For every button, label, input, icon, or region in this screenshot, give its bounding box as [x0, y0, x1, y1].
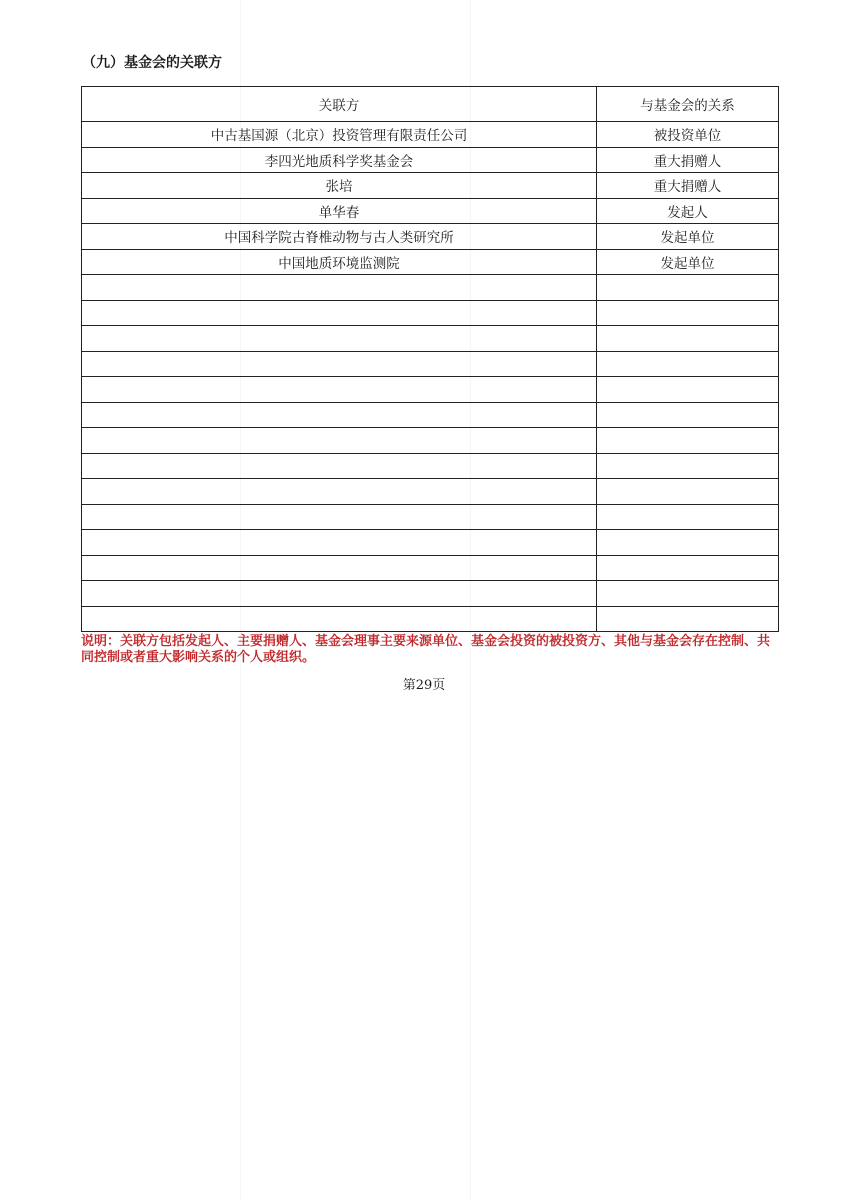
- cell-relationship: [597, 351, 779, 377]
- table-row: [82, 326, 779, 352]
- cell-relationship: [597, 581, 779, 607]
- cell-relationship: [597, 606, 779, 632]
- cell-relationship: 重大捐赠人: [597, 173, 779, 199]
- table-row: [82, 173, 779, 199]
- cell-relationship: [597, 428, 779, 454]
- cell-relationship: 被投资单位: [597, 122, 779, 148]
- cell-related-party: [82, 504, 597, 530]
- table-header-row: [82, 87, 779, 122]
- table-row: [82, 428, 779, 454]
- section-title: （九）基金会的关联方: [82, 55, 222, 71]
- cell-relationship: [597, 402, 779, 428]
- cell-relationship: [597, 326, 779, 352]
- table-row: [82, 504, 779, 530]
- cell-related-party: [82, 606, 597, 632]
- table-row: [82, 300, 779, 326]
- cell-related-party: [82, 530, 597, 556]
- cell-related-party: [82, 326, 597, 352]
- cell-related-party: 李四光地质科学奖基金会: [82, 147, 597, 173]
- table-row: [82, 377, 779, 403]
- cell-related-party: 中古基国源（北京）投资管理有限责任公司: [82, 122, 597, 148]
- table-row: [82, 479, 779, 505]
- cell-relationship: 发起单位: [597, 249, 779, 275]
- table-row: [82, 530, 779, 556]
- cell-related-party: 中国地质环境监测院: [82, 249, 597, 275]
- table-row: [82, 249, 779, 275]
- cell-relationship: [597, 530, 779, 556]
- related-parties-table-wrapper: [81, 86, 778, 632]
- table-row: [82, 122, 779, 148]
- cell-relationship: [597, 300, 779, 326]
- table-body: [82, 122, 779, 632]
- table-row: [82, 224, 779, 250]
- related-parties-table: [81, 86, 779, 632]
- cell-relationship: 发起人: [597, 198, 779, 224]
- cell-related-party: [82, 428, 597, 454]
- cell-related-party: [82, 275, 597, 301]
- table-row: [82, 275, 779, 301]
- explanatory-note: 说明：关联方包括发起人、主要捐赠人、基金会理事主要来源单位、基金会投资的被投资方、其他与基金会存在控制、共同控制或者重大影响关系的个人或组织。: [81, 634, 771, 665]
- cell-related-party: [82, 453, 597, 479]
- cell-related-party: [82, 479, 597, 505]
- table-row: [82, 606, 779, 632]
- cell-relationship: [597, 479, 779, 505]
- cell-related-party: 张培: [82, 173, 597, 199]
- cell-related-party: 单华春: [82, 198, 597, 224]
- header-relationship: 与基金会的关系: [597, 87, 779, 122]
- header-related-party: 关联方: [82, 87, 597, 122]
- cell-relationship: [597, 453, 779, 479]
- cell-relationship: 发起单位: [597, 224, 779, 250]
- table-row: [82, 351, 779, 377]
- table-row: [82, 198, 779, 224]
- page-number: 第29页: [402, 678, 446, 693]
- table-row: [82, 402, 779, 428]
- cell-relationship: 重大捐赠人: [597, 147, 779, 173]
- cell-related-party: [82, 300, 597, 326]
- cell-relationship: [597, 555, 779, 581]
- cell-relationship: [597, 504, 779, 530]
- cell-related-party: [82, 377, 597, 403]
- cell-related-party: [82, 351, 597, 377]
- table-row: [82, 453, 779, 479]
- table-row: [82, 555, 779, 581]
- cell-relationship: [597, 377, 779, 403]
- cell-related-party: 中国科学院古脊椎动物与古人类研究所: [82, 224, 597, 250]
- cell-related-party: [82, 581, 597, 607]
- cell-related-party: [82, 555, 597, 581]
- cell-related-party: [82, 402, 597, 428]
- table-row: [82, 581, 779, 607]
- table-row: [82, 147, 779, 173]
- cell-relationship: [597, 275, 779, 301]
